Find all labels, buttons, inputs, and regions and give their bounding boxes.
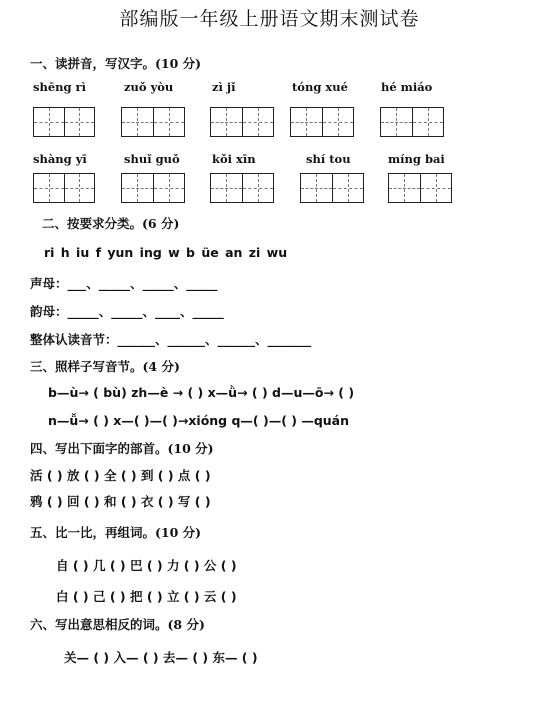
antonym-line: 关— ( ) 入— ( ) 去— ( ) 东— ( ) — [64, 650, 258, 665]
writing-grid[interactable] — [210, 107, 274, 137]
pinyin-label: tóng xué — [292, 80, 348, 94]
section-3-heading: 三、照样子写音节。(4 分) — [30, 359, 180, 374]
letter-list: ri h iu f yun ing w b üe an zi wu — [44, 245, 288, 260]
section-1-heading: 一、读拼音，写汉字。(10 分) — [30, 56, 202, 71]
writing-grid[interactable] — [33, 107, 95, 137]
writing-grid[interactable] — [210, 173, 274, 203]
radical-line-2: 鸦 ( ) 回 ( ) 和 ( ) 衣 ( ) 写 ( ) — [30, 494, 211, 509]
yunmu-line: 韵母：_____、_____、____、_____ — [30, 304, 224, 319]
pinyin-label: shí tou — [306, 152, 351, 166]
pinyin-label: shēng rì — [33, 80, 86, 94]
pinyin-label: míng bai — [388, 152, 445, 166]
pinyin-label: shuǐ guǒ — [124, 152, 180, 166]
pinyin-label: shàng yī — [33, 152, 87, 166]
page-title: 部编版一年级上册语文期末测试卷 — [119, 8, 420, 30]
pinyin-label: kǒi xīn — [212, 152, 256, 166]
writing-grid[interactable] — [33, 173, 95, 203]
shengmu-line: 声母：___、_____、_____、_____ — [30, 276, 218, 291]
writing-grid[interactable] — [388, 173, 452, 203]
compare-line-2: 白 ( ) 己 ( ) 把 ( ) 立 ( ) 云 ( ) — [56, 589, 237, 604]
zhengti-line: 整体认读音节：______、______、______、_______ — [30, 332, 312, 347]
syllable-line-2: n—ǚ→ ( ) x—( )—( )→xióng q—( )—( ) —quán — [48, 413, 350, 428]
section-5-heading: 五、比一比，再组词。(10 分) — [30, 525, 202, 540]
writing-grid[interactable] — [380, 107, 444, 137]
section-2-heading: 二、按要求分类。(6 分) — [42, 216, 180, 231]
pinyin-label: zì jǐ — [212, 80, 236, 94]
section-4-heading: 四、写出下面字的部首。(10 分) — [30, 441, 214, 456]
syllable-line-1: b—ù→ ( bù) zh—è → ( ) x—ǜ→ ( ) d—u—ō→ ( ) — [48, 385, 355, 400]
pinyin-label: hé miáo — [381, 80, 433, 94]
writing-grid[interactable] — [121, 173, 185, 203]
writing-grid[interactable] — [121, 107, 185, 137]
compare-line-1: 自 ( ) 几 ( ) 巴 ( ) 力 ( ) 公 ( ) — [56, 558, 237, 573]
radical-line-1: 活 ( ) 放 ( ) 全 ( ) 到 ( ) 点 ( ) — [30, 468, 211, 483]
writing-grid[interactable] — [300, 173, 364, 203]
pinyin-label: zuǒ yòu — [124, 80, 174, 94]
section-6-heading: 六、写出意思相反的词。(8 分) — [30, 617, 205, 632]
writing-grid[interactable] — [290, 107, 354, 137]
